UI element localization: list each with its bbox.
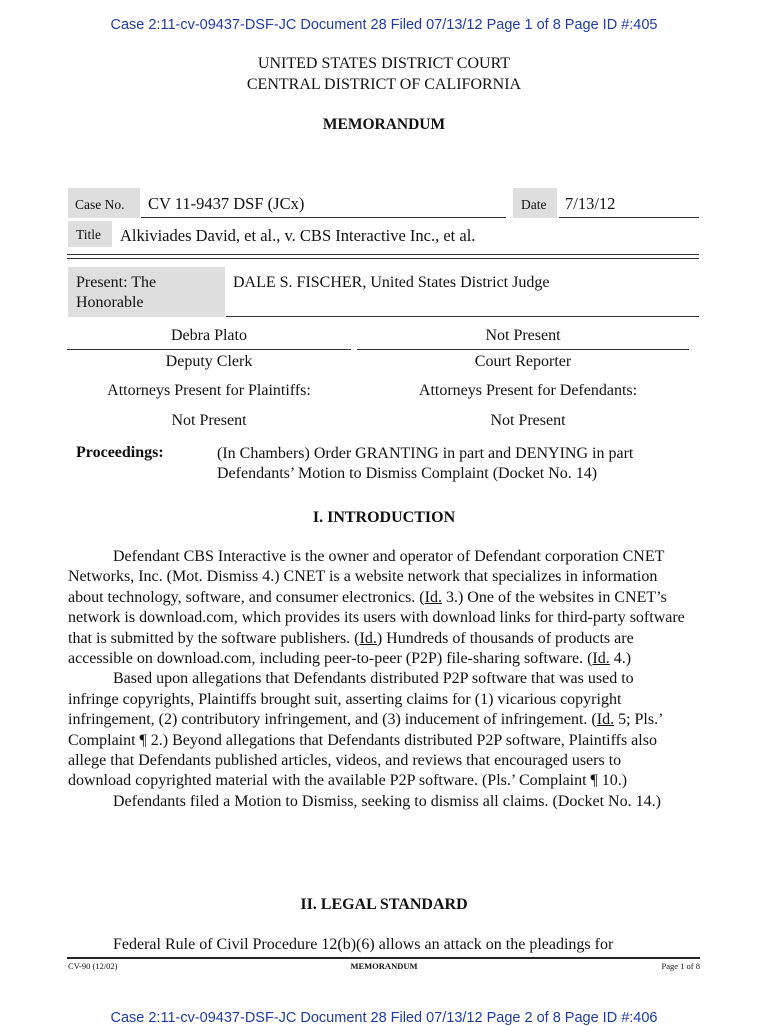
id-cite: Id. xyxy=(596,711,615,729)
date-value: 7/13/12 xyxy=(565,194,616,213)
judge-name: DALE S. FISCHER, United States District Judge xyxy=(233,274,550,291)
paragraph-4: Federal Rule of Civil Procedure 12(b)(6) allows an attack on the pleadings for xyxy=(113,936,614,953)
clerk-name: Debra Plato xyxy=(171,327,247,344)
plaintiffs-attorneys-value: Not Present xyxy=(171,412,247,429)
paragraph-3: Defendants filed a Motion to Dismiss, seeking to dismiss all claims. (Docket No. 14.) xyxy=(113,792,661,810)
reporter-role: Court Reporter xyxy=(474,353,572,370)
clerk-line xyxy=(67,349,351,350)
section-heading-introduction: I. INTRODUCTION xyxy=(312,509,456,526)
date-label: Date xyxy=(513,188,557,218)
footer-form-number: CV-90 (12/02) xyxy=(68,961,118,971)
clerk-role: Deputy Clerk xyxy=(165,353,253,370)
proceedings-line-1: (In Chambers) Order GRANTING in part and DENYING in part xyxy=(217,445,634,462)
reporter-line xyxy=(357,349,689,350)
memo-title: MEMORANDUM xyxy=(322,116,446,133)
paragraph-1: Defendant CBS Interactive is the owner and operator of Defendant corporation CNET Networks, Inc. (Mot. Dismiss 4.) CNET is a website network that specializes in information about technology, software, and consumer electronics. (Id. 3.) One of the websites in CNET’s network is download.com, which provides its users with download links for third-party software that is submitted by the software publishers. (Id.) Hundreds of thousands of products are accessible on download.com, including peer-to-peer (P2P) file-sharing software. (Id. 4.) xyxy=(68,548,685,668)
footer-title: MEMORANDUM xyxy=(350,961,418,971)
proceedings-line-2: Defendants’ Motion to Dismiss Complaint (Docket No. 14) xyxy=(217,465,598,482)
present-label-line-2: Honorable xyxy=(76,294,144,311)
case-no-label: Case No. xyxy=(68,188,140,218)
defendants-attorneys-value: Not Present xyxy=(490,412,566,429)
id-cite: Id. xyxy=(592,650,610,668)
case-no-value: CV 11-9437 DSF (JCx) xyxy=(148,194,305,213)
judge-underline xyxy=(226,316,699,317)
body-text xyxy=(68,547,688,812)
double-rule-bottom xyxy=(67,258,699,259)
proceedings-label: Proceedings: xyxy=(76,444,164,461)
id-cite: Id. xyxy=(359,629,377,647)
page-header: Case 2:11-cv-09437-DSF-JC Document 28 Filed 07/13/12 Page 1 of 8 Page ID #:405 xyxy=(110,17,658,33)
date-underline xyxy=(559,217,699,218)
case-no-underline xyxy=(141,217,506,218)
body-text-continued xyxy=(68,935,688,955)
title-label: Title xyxy=(68,221,112,247)
paragraph-2: Based upon allegations that Defendants distributed P2P software that was used to infringe copyrights, Plaintiffs brought suit, asserting claims for (1) vicarious copyright infringement, (2) contributory infringement, and (3) inducement of infringement. (Id. 5; Pls.’ Complaint ¶ 2.) Beyond allegations that Defendants distributed P2P software, Plaintiffs also allege that Defendants published articles, videos, and reviews that encouraged users to download copyrighted material with the available P2P software. (Pls.’ Complaint ¶ 10.) xyxy=(68,670,663,790)
next-page-header: Case 2:11-cv-09437-DSF-JC Document 28 Filed 07/13/12 Page 2 of 8 Page ID #:406 xyxy=(110,1010,658,1026)
present-label xyxy=(68,267,225,317)
court-line-1: UNITED STATES DISTRICT COURT xyxy=(257,55,511,72)
title-value: Alkiviades David, et al., v. CBS Interactive Inc., et al. xyxy=(120,226,476,245)
footer-rule xyxy=(67,957,700,959)
plaintiffs-attorneys-label: Attorneys Present for Plaintiffs: xyxy=(107,382,311,399)
court-line-2: CENTRAL DISTRICT OF CALIFORNIA xyxy=(246,76,522,93)
footer-page-number: Page 1 of 8 xyxy=(661,961,700,971)
caption-block xyxy=(67,187,699,323)
court-name xyxy=(0,53,768,95)
reporter-name: Not Present xyxy=(485,327,561,344)
defendants-attorneys-label: Attorneys Present for Defendants: xyxy=(418,382,638,399)
proceedings-text xyxy=(217,444,633,484)
id-cite: Id. xyxy=(424,588,442,606)
section-heading-legal-standard: II. LEGAL STANDARD xyxy=(300,896,468,913)
present-label-line-1: Present: The xyxy=(76,274,157,291)
double-rule-top xyxy=(67,254,699,255)
